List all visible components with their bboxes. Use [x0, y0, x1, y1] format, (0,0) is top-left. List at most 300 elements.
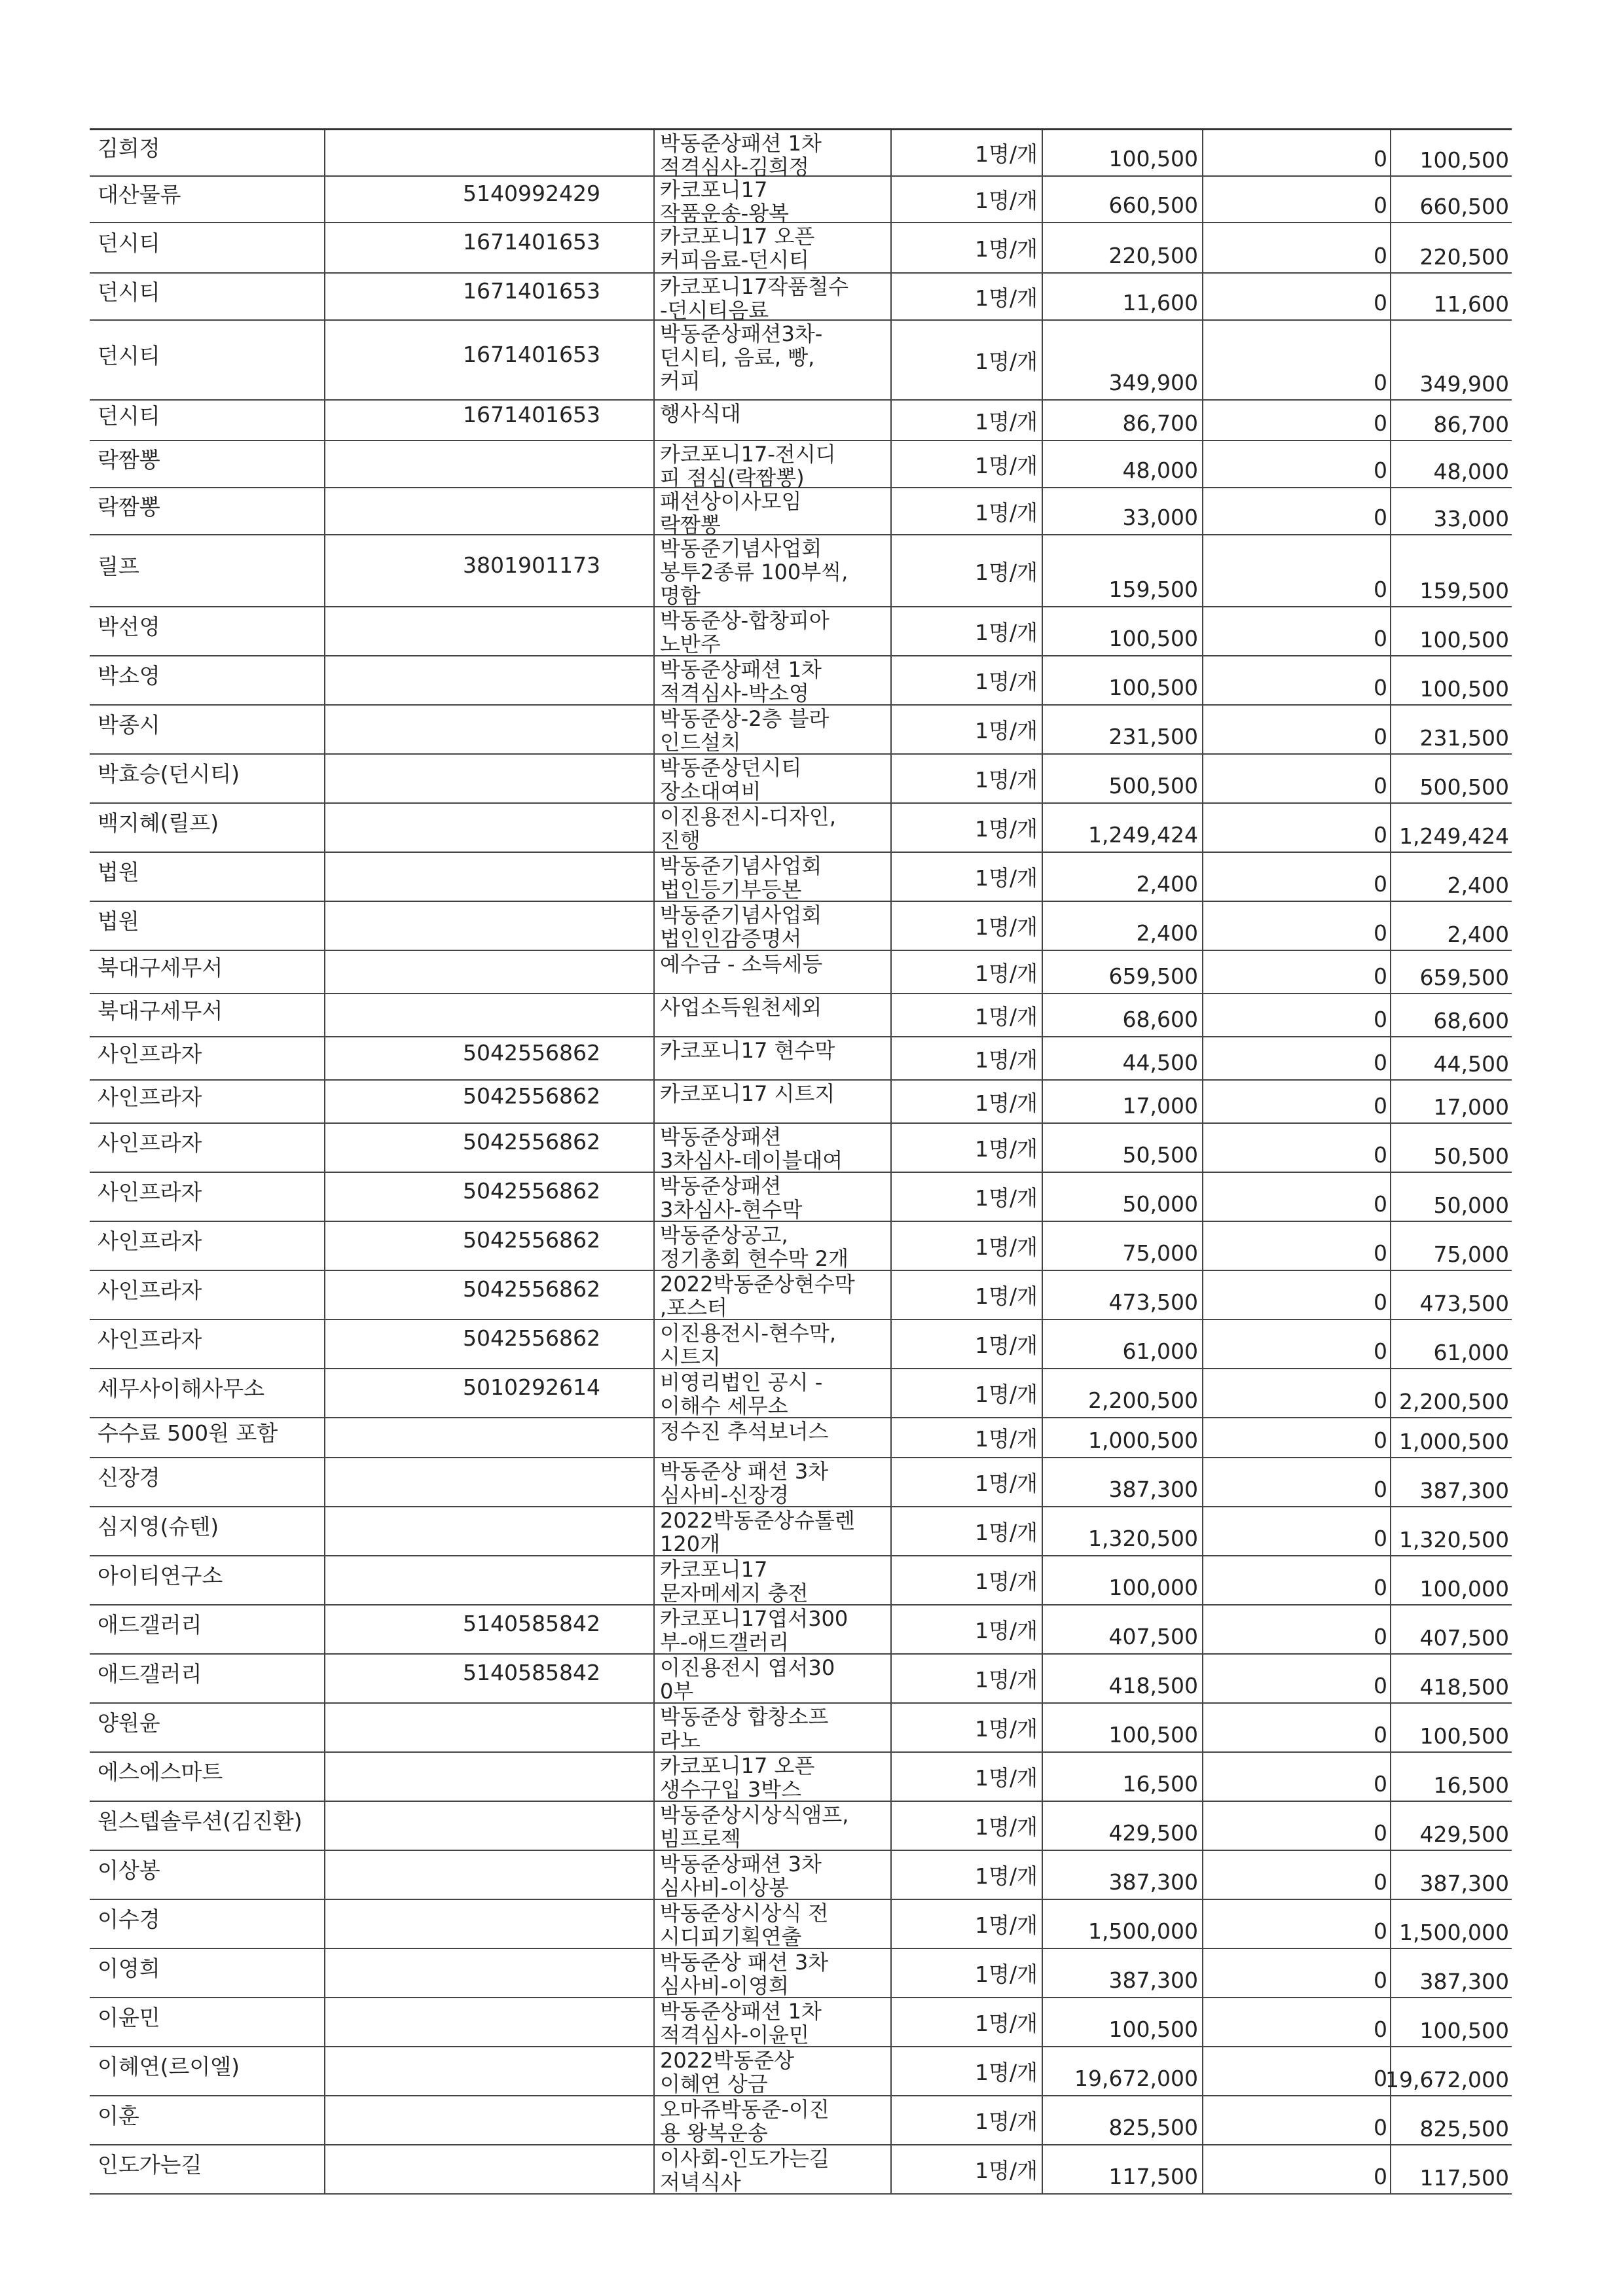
description-cell-text: 카코포니17 시트지: [660, 1081, 835, 1106]
unit-price-cell-text: 2,400: [1136, 920, 1198, 946]
total-cell-text: 418,500: [1419, 1674, 1509, 1700]
vat-cell-text: 0: [1374, 626, 1387, 651]
unit-price-cell: [1043, 902, 1203, 950]
vat-cell-text: 0: [1374, 1338, 1387, 1364]
vat-cell: [1203, 1655, 1391, 1702]
unit-price-cell: [1043, 535, 1203, 606]
total-cell-text: 61,000: [1433, 1340, 1509, 1365]
quantity-cell-text: 1명/개: [975, 2158, 1038, 2183]
business-number-cell-text: 1671401653: [463, 341, 600, 367]
table-row: [90, 1418, 1512, 1458]
business-number-cell: [325, 755, 655, 802]
total-cell-text: 659,500: [1419, 965, 1509, 990]
unit-price-cell-text: 44,500: [1122, 1050, 1198, 1075]
quantity-cell: [892, 223, 1043, 272]
quantity-cell-text: 1명/개: [975, 2109, 1038, 2134]
total-cell: [1391, 1655, 1512, 1702]
total-cell-text: 1,000,500: [1399, 1429, 1509, 1454]
vendor-name-cell: [90, 1753, 325, 1801]
description-cell-text: 박동준상패션 3차 심사비-이상봉: [660, 1852, 822, 1900]
vendor-name-cell-text: 대산물류: [98, 182, 181, 207]
total-cell-text: 2,400: [1447, 922, 1509, 947]
unit-price-cell: [1043, 1556, 1203, 1604]
vat-cell-text: 0: [1374, 192, 1387, 218]
business-number-cell-text: 5042556862: [463, 1039, 600, 1066]
unit-price-cell: [1043, 177, 1203, 222]
table-row: [90, 656, 1512, 706]
total-cell: [1391, 1998, 1512, 2046]
total-cell: [1391, 177, 1512, 222]
description-cell-text: 박동준상공고, 정기총회 현수막 2개: [660, 1223, 848, 1271]
vendor-name-cell-text: 이상봉: [98, 1857, 160, 1883]
vat-cell-text: 0: [1374, 577, 1387, 602]
unit-price-cell-text: 11,600: [1122, 290, 1198, 315]
total-cell: [1391, 1037, 1512, 1079]
vendor-name-cell: [90, 902, 325, 950]
unit-price-cell-text: 1,500,000: [1088, 1918, 1198, 1944]
description-cell-text: 카코포니17 작품운송-왕복: [660, 177, 790, 226]
business-number-cell: [325, 1998, 655, 2046]
total-cell-text: 387,300: [1419, 1478, 1509, 1503]
business-number-cell: [325, 1271, 655, 1319]
vat-cell-text: 0: [1374, 773, 1387, 798]
description-cell-text: 이진용전시-현수막, 시트지: [660, 1321, 837, 1369]
description-cell: [655, 321, 892, 399]
quantity-cell: [892, 1173, 1043, 1221]
vat-cell-text: 0: [1374, 822, 1387, 848]
quantity-cell: [892, 535, 1043, 606]
quantity-cell-text: 1명/개: [975, 960, 1038, 986]
table-row: [90, 1900, 1512, 1949]
quantity-cell-text: 1명/개: [975, 620, 1038, 645]
table-row: [90, 1369, 1512, 1418]
quantity-cell-text: 1명/개: [975, 408, 1038, 435]
vendor-name-cell: [90, 1704, 325, 1751]
unit-price-cell: [1043, 804, 1203, 852]
vat-cell-text: 0: [1374, 1427, 1387, 1453]
description-cell-text: 박동준상패션3차- 던시티, 음료, 빵, 커피: [660, 321, 823, 393]
quantity-cell: [892, 607, 1043, 655]
business-number-cell: [325, 1124, 655, 1172]
quantity-cell-text: 1명/개: [975, 1863, 1038, 1889]
vat-cell-text: 0: [1374, 1673, 1387, 1698]
quantity-cell: [892, 1507, 1043, 1555]
quantity-cell: [892, 1998, 1043, 2046]
description-cell: [655, 1802, 892, 1850]
vat-cell: [1203, 1124, 1391, 1172]
vat-cell-text: 0: [1374, 243, 1387, 268]
total-cell: [1391, 1556, 1512, 1604]
vendor-name-cell: [90, 804, 325, 852]
vat-cell-text: 0: [1374, 2017, 1387, 2042]
total-cell-text: 86,700: [1433, 412, 1509, 437]
table-row: [90, 1081, 1512, 1124]
vat-cell-text: 0: [1374, 1093, 1387, 1119]
quantity-cell-text: 1명/개: [975, 452, 1038, 478]
vendor-name-cell-text: 사인프라자: [98, 1327, 202, 1352]
description-cell-text: 박동준기념사업회 법인등기부등본: [660, 853, 822, 902]
vat-cell-text: 0: [1374, 675, 1387, 700]
vendor-name-cell-text: 사인프라자: [98, 1278, 202, 1303]
vendor-name-cell-text: 릴프: [98, 553, 139, 579]
vendor-name-cell: [90, 130, 325, 175]
total-cell: [1391, 130, 1512, 175]
quantity-cell-text: 1명/개: [975, 1185, 1038, 1211]
table-row: [90, 1949, 1512, 1998]
vendor-name-cell: [90, 401, 325, 440]
description-cell-text: 박동준상패션 3차심사-데이블대여: [660, 1124, 843, 1173]
vat-cell-text: 0: [1374, 1477, 1387, 1502]
total-cell: [1391, 755, 1512, 802]
business-number-cell-text: 5042556862: [463, 1178, 600, 1204]
vat-cell: [1203, 401, 1391, 440]
quantity-cell-text: 1명/개: [975, 1569, 1038, 1594]
quantity-cell: [892, 994, 1043, 1036]
vat-cell-text: 0: [1374, 1918, 1387, 1944]
business-number-cell: [325, 1222, 655, 1270]
unit-price-cell: [1043, 994, 1203, 1036]
business-number-cell: [325, 853, 655, 901]
table-row: [90, 1458, 1512, 1507]
unit-price-cell-text: 100,500: [1108, 2017, 1198, 2042]
business-number-cell: [325, 1605, 655, 1653]
description-cell-text: 2022박동준상현수막 ,포스터: [660, 1272, 855, 1320]
unit-price-cell-text: 387,300: [1108, 1477, 1198, 1502]
quantity-cell-text: 1명/개: [975, 1962, 1038, 1987]
total-cell-text: 19,672,000: [1385, 2067, 1509, 2092]
table-row: [90, 2145, 1512, 2195]
vat-cell-text: 0: [1374, 410, 1387, 436]
unit-price-cell: [1043, 656, 1203, 704]
business-number-cell: [325, 1418, 655, 1457]
vendor-name-cell: [90, 1418, 325, 1457]
unit-price-cell: [1043, 441, 1203, 487]
quantity-cell: [892, 1458, 1043, 1506]
total-cell-text: 231,500: [1419, 725, 1509, 751]
total-cell: [1391, 1369, 1512, 1417]
total-cell-text: 429,500: [1419, 1821, 1509, 1847]
total-cell: [1391, 1605, 1512, 1653]
description-cell: [655, 1124, 892, 1172]
vendor-name-cell-text: 사인프라자: [98, 1130, 202, 1156]
vendor-name-cell-text: 박소영: [98, 663, 160, 689]
description-cell: [655, 1173, 892, 1221]
unit-price-cell-text: 1,000,500: [1088, 1427, 1198, 1453]
description-cell: [655, 223, 892, 272]
unit-price-cell-text: 500,500: [1108, 773, 1198, 798]
total-cell: [1391, 2096, 1512, 2144]
quantity-cell-text: 1명/개: [975, 1667, 1038, 1693]
description-cell: [655, 2047, 892, 2095]
total-cell-text: 220,500: [1419, 244, 1509, 270]
unit-price-cell: [1043, 951, 1203, 993]
description-cell: [655, 1753, 892, 1801]
business-number-cell-text: 5010292614: [463, 1374, 600, 1400]
vendor-name-cell-text: 심지영(슈텐): [98, 1514, 219, 1539]
total-cell-text: 349,900: [1419, 371, 1509, 397]
total-cell: [1391, 321, 1512, 399]
total-cell: [1391, 1802, 1512, 1850]
vat-cell: [1203, 1222, 1391, 1270]
table-row: [90, 488, 1512, 535]
vat-cell: [1203, 706, 1391, 753]
quantity-cell: [892, 1949, 1043, 1997]
description-cell-text: 이사회-인도가는길 저녁식사: [660, 2146, 830, 2195]
unit-price-cell-text: 33,000: [1122, 505, 1198, 530]
quantity-cell-text: 1명/개: [975, 1283, 1038, 1309]
quantity-cell-text: 1명/개: [975, 1912, 1038, 1938]
quantity-cell-text: 1명/개: [975, 816, 1038, 842]
vat-cell-text: 0: [1374, 963, 1387, 989]
unit-price-cell-text: 159,500: [1108, 577, 1198, 602]
description-cell-text: 박동준상시상식 전 시디피기획연출: [660, 1901, 829, 1949]
vat-cell: [1203, 535, 1391, 606]
description-cell: [655, 1998, 892, 2046]
total-cell-text: 11,600: [1433, 291, 1509, 317]
vat-cell-text: 0: [1374, 2164, 1387, 2189]
unit-price-cell: [1043, 1320, 1203, 1368]
quantity-cell-text: 1명/개: [975, 188, 1038, 213]
total-cell: [1391, 1222, 1512, 1270]
vat-cell: [1203, 1704, 1391, 1751]
vendor-name-cell: [90, 1851, 325, 1899]
unit-price-cell: [1043, 1037, 1203, 1079]
business-number-cell-text: 5140992429: [463, 181, 600, 206]
vat-cell: [1203, 1556, 1391, 1604]
table-row: [90, 321, 1512, 401]
vat-cell-text: 0: [1374, 724, 1387, 749]
vat-cell: [1203, 755, 1391, 802]
vendor-name-cell: [90, 1998, 325, 2046]
vendor-name-cell-text: 던시티: [98, 279, 160, 305]
total-cell-text: 407,500: [1419, 1625, 1509, 1651]
unit-price-cell-text: 100,500: [1108, 146, 1198, 171]
description-cell: [655, 951, 892, 993]
description-cell: [655, 177, 892, 226]
table-row: [90, 223, 1512, 274]
total-cell: [1391, 1507, 1512, 1555]
description-cell-text: 정수진 추석보너스: [660, 1419, 829, 1444]
quantity-cell: [892, 2145, 1043, 2193]
description-cell-text: 박동준상 패션 3차 심사비-신장경: [660, 1459, 829, 1507]
table-row: [90, 994, 1512, 1037]
total-cell-text: 33,000: [1433, 506, 1509, 531]
quantity-cell: [892, 902, 1043, 950]
quantity-cell: [892, 177, 1043, 222]
quantity-cell: [892, 274, 1043, 319]
business-number-cell-text: 5042556862: [463, 1276, 600, 1302]
total-cell: [1391, 607, 1512, 655]
total-cell: [1391, 1173, 1512, 1221]
quantity-cell: [892, 1605, 1043, 1653]
total-cell: [1391, 1458, 1512, 1506]
business-number-cell: [325, 1556, 655, 1604]
vendor-name-cell-text: 사인프라자: [98, 1229, 202, 1254]
description-cell-text: 박동준기념사업회 법인인감증명서: [660, 903, 822, 951]
vendor-name-cell: [90, 441, 325, 487]
quantity-cell-text: 1명/개: [975, 1520, 1038, 1545]
unit-price-cell: [1043, 1851, 1203, 1899]
quantity-cell-text: 1명/개: [975, 1047, 1038, 1073]
unit-price-cell-text: 825,500: [1108, 2115, 1198, 2140]
vendor-name-cell: [90, 488, 325, 534]
unit-price-cell: [1043, 1222, 1203, 1270]
vendor-name-cell-text: 세무사이해사무소: [98, 1376, 265, 1401]
total-cell-text: 50,000: [1433, 1193, 1509, 1218]
description-cell: [655, 1605, 892, 1653]
total-cell: [1391, 1704, 1512, 1751]
business-number-cell-text: 5042556862: [463, 1083, 600, 1109]
vendor-name-cell-text: 락짬뽕: [98, 446, 160, 473]
table-row: [90, 1037, 1512, 1081]
total-cell-text: 100,500: [1419, 147, 1509, 173]
description-cell-text: 패션상이사모임 락짬뽕: [660, 489, 802, 537]
unit-price-cell-text: 50,500: [1122, 1142, 1198, 1168]
vat-cell-text: 0: [1374, 920, 1387, 946]
unit-price-cell-text: 100,500: [1108, 675, 1198, 700]
unit-price-cell: [1043, 853, 1203, 901]
total-cell-text: 100,500: [1419, 1723, 1509, 1749]
business-number-cell-text: 3801901173: [463, 552, 600, 578]
quantity-cell-text: 1명/개: [975, 348, 1038, 374]
table-row: [90, 1851, 1512, 1900]
description-cell: [655, 1081, 892, 1122]
description-cell-text: 카코포니17작품철수 -던시티음료: [660, 274, 849, 323]
quantity-cell: [892, 2096, 1043, 2144]
description-cell-text: 2022박동준상슈톨렌 120개: [660, 1508, 855, 1556]
business-number-cell: [325, 656, 655, 704]
total-cell: [1391, 951, 1512, 993]
vat-cell-text: 0: [1374, 505, 1387, 530]
quantity-cell: [892, 853, 1043, 901]
vendor-name-cell: [90, 706, 325, 753]
vat-cell-text: 0: [1374, 1967, 1387, 1993]
business-number-cell: [325, 2047, 655, 2095]
total-cell-text: 1,500,000: [1399, 1920, 1509, 1945]
vendor-name-cell-text: 아이티연구소: [98, 1563, 223, 1588]
business-number-cell: [325, 994, 655, 1036]
unit-price-cell-text: 387,300: [1108, 1869, 1198, 1895]
vendor-name-cell-text: 박종시: [98, 712, 160, 738]
quantity-cell: [892, 1655, 1043, 1702]
description-cell: [655, 1320, 892, 1368]
vendor-name-cell-text: 박선영: [98, 614, 160, 639]
description-cell-text: 예수금 - 소득세등: [660, 952, 823, 977]
vat-cell: [1203, 1173, 1391, 1221]
vendor-name-cell-text: 락짬뽕: [98, 493, 160, 520]
total-cell-text: 68,600: [1433, 1008, 1509, 1033]
quantity-cell-text: 1명/개: [975, 2011, 1038, 2036]
quantity-cell-text: 1명/개: [975, 1426, 1038, 1452]
quantity-cell-text: 1명/개: [975, 141, 1038, 167]
description-cell: [655, 804, 892, 852]
vat-cell-text: 0: [1374, 1624, 1387, 1649]
vat-cell: [1203, 1605, 1391, 1653]
vat-cell: [1203, 1271, 1391, 1319]
unit-price-cell: [1043, 1605, 1203, 1653]
business-number-cell: [325, 902, 655, 950]
vendor-name-cell-text: 애드갤러리: [98, 1612, 202, 1638]
unit-price-cell-text: 16,500: [1122, 1771, 1198, 1797]
vat-cell: [1203, 1900, 1391, 1948]
quantity-cell: [892, 1704, 1043, 1751]
vendor-name-cell: [90, 1222, 325, 1270]
business-number-cell-text: 1671401653: [463, 278, 600, 304]
vat-cell-text: 0: [1374, 1240, 1387, 1266]
vat-cell-text: 0: [1374, 2066, 1387, 2091]
vendor-name-cell-text: 북대구세무서: [98, 954, 223, 980]
total-cell: [1391, 1900, 1512, 1948]
quantity-cell: [892, 1320, 1043, 1368]
vat-cell-text: 0: [1374, 1007, 1387, 1032]
vat-cell: [1203, 1851, 1391, 1899]
vat-cell: [1203, 902, 1391, 950]
total-cell-text: 2,200,500: [1399, 1389, 1509, 1414]
table-row: [90, 1753, 1512, 1802]
table-row: [90, 1271, 1512, 1320]
business-number-cell: [325, 321, 655, 399]
description-cell: [655, 1949, 892, 1997]
vat-cell: [1203, 177, 1391, 222]
description-cell-text: 박동준상던시티 장소대여비: [660, 755, 802, 804]
quantity-cell-text: 1명/개: [975, 1234, 1038, 1260]
quantity-cell: [892, 1081, 1043, 1122]
vat-cell: [1203, 804, 1391, 852]
vat-cell-text: 0: [1374, 1050, 1387, 1075]
total-cell: [1391, 1271, 1512, 1319]
quantity-cell-text: 1명/개: [975, 1765, 1038, 1791]
unit-price-cell-text: 68,600: [1122, 1007, 1198, 1032]
vendor-name-cell-text: 이영희: [98, 1956, 160, 1981]
unit-price-cell-text: 349,900: [1108, 370, 1198, 395]
unit-price-cell: [1043, 2145, 1203, 2193]
vat-cell: [1203, 1507, 1391, 1555]
vat-cell: [1203, 1753, 1391, 1801]
vendor-name-cell: [90, 1081, 325, 1122]
description-cell-text: 박동준상 합창소프 라노: [660, 1704, 829, 1753]
unit-price-cell-text: 100,000: [1108, 1575, 1198, 1600]
vendor-name-cell: [90, 1802, 325, 1850]
quantity-cell-text: 1명/개: [975, 236, 1038, 262]
vendor-name-cell-text: 법원: [98, 859, 139, 885]
total-cell-text: 2,400: [1447, 872, 1509, 898]
total-cell: [1391, 274, 1512, 319]
vat-cell: [1203, 441, 1391, 487]
business-number-cell: [325, 223, 655, 272]
description-cell: [655, 274, 892, 323]
table-row: [90, 1320, 1512, 1369]
unit-price-cell: [1043, 1369, 1203, 1417]
unit-price-cell-text: 48,000: [1122, 457, 1198, 483]
total-cell: [1391, 535, 1512, 606]
description-cell-text: 2022박동준상 이혜연 상금: [660, 2048, 795, 2096]
vat-cell-text: 0: [1374, 1771, 1387, 1797]
unit-price-cell: [1043, 401, 1203, 440]
table-row: [90, 1222, 1512, 1271]
description-cell-text: 박동준상-합창피아 노반주: [660, 608, 830, 656]
table-row: [90, 607, 1512, 656]
total-cell-text: 1,249,424: [1399, 823, 1509, 849]
vat-cell: [1203, 1081, 1391, 1122]
business-number-cell: [325, 1507, 655, 1555]
vendor-name-cell-text: 사인프라자: [98, 1041, 202, 1067]
unit-price-cell-text: 387,300: [1108, 1967, 1198, 1993]
unit-price-cell: [1043, 1802, 1203, 1850]
total-cell-text: 825,500: [1419, 2116, 1509, 2142]
business-number-cell: [325, 1369, 655, 1417]
vat-cell: [1203, 1949, 1391, 1997]
table-row: [90, 1124, 1512, 1173]
